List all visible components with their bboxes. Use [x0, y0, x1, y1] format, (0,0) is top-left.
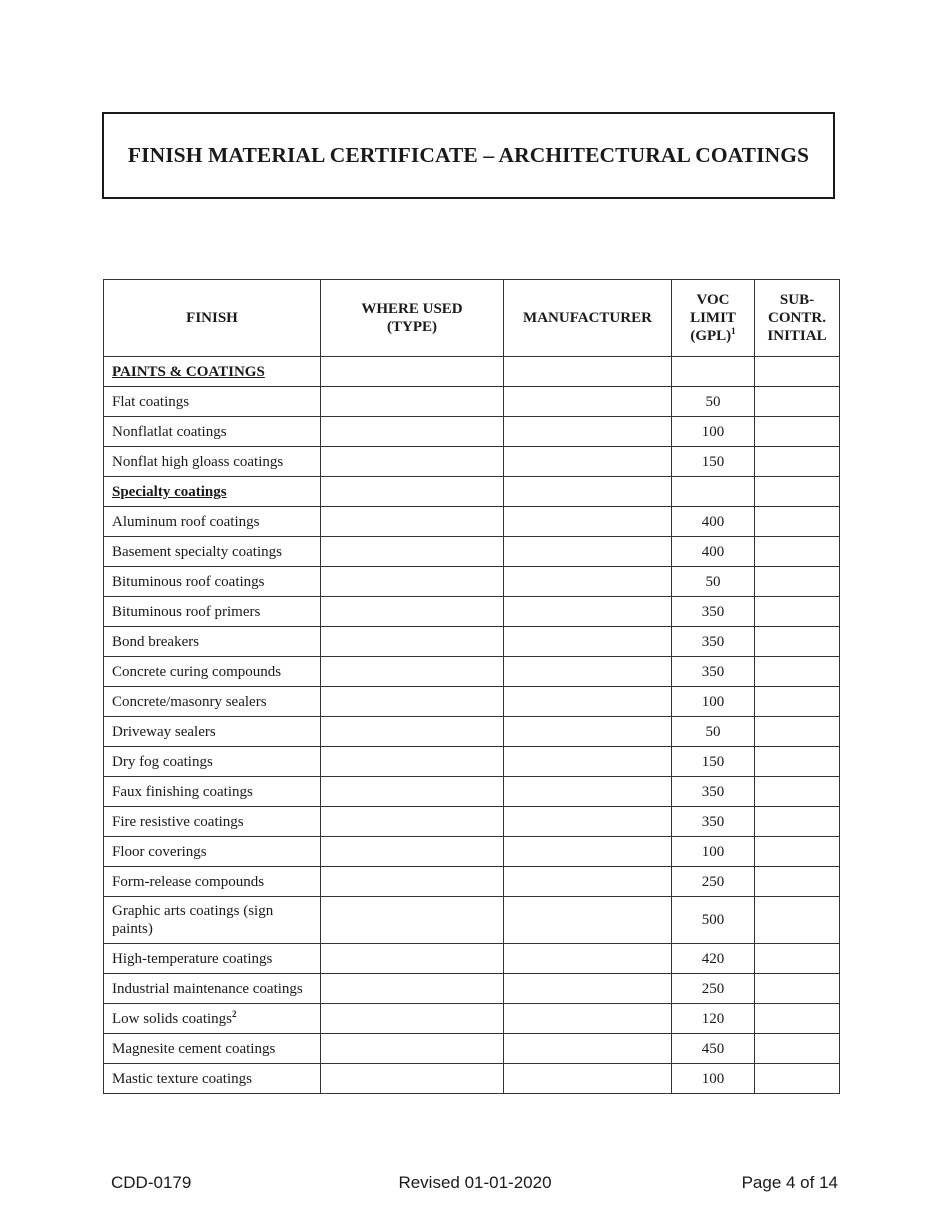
table-row: [104, 507, 840, 537]
voc-limit-cell: 400: [672, 507, 755, 537]
manufacturer-cell[interactable]: [504, 777, 672, 807]
manufacturer-cell[interactable]: [504, 1004, 672, 1034]
voc-limit-cell: 350: [672, 627, 755, 657]
finish-cell: [104, 627, 321, 657]
finish-cell: [104, 387, 321, 417]
voc-limit-cell: 350: [672, 597, 755, 627]
finish-cell: [104, 837, 321, 867]
where-used-cell[interactable]: [321, 477, 504, 507]
voc-footnote-marker: 1: [731, 326, 736, 336]
sub-contr-initial-cell[interactable]: [755, 537, 840, 567]
sub-contr-initial-cell[interactable]: [755, 837, 840, 867]
manufacturer-cell[interactable]: [504, 944, 672, 974]
table-row: [104, 657, 840, 687]
table-row: [104, 747, 840, 777]
sub-contr-initial-cell[interactable]: [755, 597, 840, 627]
finish-label: Bond breakers: [112, 633, 200, 650]
where-used-cell[interactable]: [321, 867, 504, 897]
voc-limit-cell: 350: [672, 807, 755, 837]
voc-limit-cell: 350: [672, 777, 755, 807]
finish-label: Dry fog coatings: [112, 753, 213, 770]
sub-contr-initial-cell[interactable]: [755, 447, 840, 477]
finish-label: Industrial maintenance coatings: [112, 980, 303, 997]
sub-contr-initial-cell[interactable]: [755, 867, 840, 897]
sub-contr-initial-cell[interactable]: [755, 944, 840, 974]
sub-contr-initial-cell[interactable]: [755, 1004, 840, 1034]
header-row: [104, 280, 840, 357]
finish-label: Mastic texture coatings: [112, 1070, 252, 1087]
manufacturer-cell[interactable]: [504, 357, 672, 387]
sub-contr-initial-cell[interactable]: [755, 974, 840, 1004]
manufacturer-cell[interactable]: [504, 897, 672, 944]
voc-limit-cell: 400: [672, 537, 755, 567]
finish-label: Floor coverings: [112, 843, 207, 860]
where-used-cell[interactable]: [321, 357, 504, 387]
table-row: [104, 1004, 840, 1034]
voc-limit-cell: [672, 477, 755, 507]
manufacturer-cell[interactable]: [504, 807, 672, 837]
table-row: [104, 1064, 840, 1094]
table-row: [104, 974, 840, 1004]
header-where-used: WHERE USED (TYPE): [321, 280, 504, 357]
voc-limit-cell: 50: [672, 567, 755, 597]
finish-cell: [104, 447, 321, 477]
finish-label: Fire resistive coatings: [112, 813, 244, 830]
voc-limit-cell: 150: [672, 447, 755, 477]
revised-date: Revised 01-01-2020: [398, 1173, 552, 1192]
voc-limit-cell: 150: [672, 747, 755, 777]
table-row: [104, 807, 840, 837]
voc-limit-cell: 420: [672, 944, 755, 974]
finish-label: Concrete/masonry sealers: [112, 693, 267, 710]
finish-cell: [104, 477, 321, 507]
where-used-cell[interactable]: [321, 944, 504, 974]
where-used-cell[interactable]: [321, 537, 504, 567]
table-row: [104, 417, 840, 447]
document-title: FINISH MATERIAL CERTIFICATE – ARCHITECTURAL COATINGS: [127, 143, 810, 167]
where-used-cell[interactable]: [321, 1034, 504, 1064]
finish-cell: [104, 537, 321, 567]
sub-contr-initial-cell[interactable]: [755, 417, 840, 447]
where-used-cell[interactable]: [321, 417, 504, 447]
sub-contr-initial-cell[interactable]: [755, 477, 840, 507]
sub-contr-initial-cell[interactable]: [755, 357, 840, 387]
finish-label: Magnesite cement coatings: [112, 1040, 276, 1057]
table-row: [104, 387, 840, 417]
sub-contr-initial-cell[interactable]: [755, 747, 840, 777]
where-used-cell[interactable]: [321, 837, 504, 867]
manufacturer-cell[interactable]: [504, 627, 672, 657]
finish-cell: [104, 1034, 321, 1064]
finish-label: Low solids coatings: [112, 1010, 232, 1027]
sub-contr-initial-cell[interactable]: [755, 657, 840, 687]
finish-cell: [104, 1064, 321, 1094]
finish-cell: [104, 597, 321, 627]
voc-limit-cell: 100: [672, 687, 755, 717]
sub-contr-initial-cell[interactable]: [755, 627, 840, 657]
header-voc-limit: VOC LIMIT (GPL)$^1$: [672, 280, 755, 357]
where-used-cell[interactable]: [321, 627, 504, 657]
sub-contr-initial-cell[interactable]: [755, 717, 840, 747]
finish-cell: [104, 1004, 321, 1034]
where-used-cell[interactable]: [321, 1004, 504, 1034]
manufacturer-cell[interactable]: [504, 447, 672, 477]
voc-limit-cell: 100: [672, 417, 755, 447]
finish-cell: [104, 507, 321, 537]
where-used-cell[interactable]: [321, 974, 504, 1004]
finish-label: Basement specialty coatings: [112, 543, 282, 560]
table-row: [104, 627, 840, 657]
finish-label: Bituminous roof coatings: [112, 573, 265, 590]
finish-cell: [104, 687, 321, 717]
sub-contr-initial-cell[interactable]: [755, 387, 840, 417]
section-label: Specialty coatings: [112, 483, 227, 500]
footnote-marker: 2: [232, 1008, 237, 1019]
where-used-cell[interactable]: [321, 687, 504, 717]
header-finish: FINISH: [104, 280, 321, 357]
voc-limit-cell: 120: [672, 1004, 755, 1034]
voc-limit-cell: 50: [672, 387, 755, 417]
finish-label: Flat coatings: [112, 393, 190, 410]
manufacturer-cell[interactable]: [504, 1034, 672, 1064]
finish-label: Nonflatlat coatings: [112, 423, 227, 440]
finish-cell: [104, 567, 321, 597]
where-used-cell[interactable]: [321, 567, 504, 597]
where-used-cell[interactable]: [321, 387, 504, 417]
sub-contr-initial-cell[interactable]: [755, 567, 840, 597]
section-row: [104, 477, 840, 507]
voc-limit-cell: 250: [672, 974, 755, 1004]
finish-label: Form-release compounds: [112, 873, 265, 890]
table-row: [104, 687, 840, 717]
form-number: CDD-0179: [111, 1173, 192, 1192]
finish-cell: [104, 974, 321, 1004]
sub-contr-initial-cell[interactable]: [755, 897, 840, 944]
table-row: [104, 537, 840, 567]
where-used-cell[interactable]: [321, 597, 504, 627]
table-row: [104, 777, 840, 807]
voc-limit-cell: 450: [672, 1034, 755, 1064]
where-used-cell[interactable]: [321, 507, 504, 537]
voc-limit-cell: 350: [672, 657, 755, 687]
sub-contr-initial-cell[interactable]: [755, 507, 840, 537]
voc-limit-cell: 500: [672, 897, 755, 944]
sub-contr-initial-cell[interactable]: [755, 1064, 840, 1094]
table-row: [104, 837, 840, 867]
where-used-cell[interactable]: [321, 1064, 504, 1094]
sub-contr-initial-cell[interactable]: [755, 687, 840, 717]
table-row: [104, 447, 840, 477]
manufacturer-cell[interactable]: [504, 417, 672, 447]
header-sub-contr-initial: SUB- CONTR. INITIAL: [755, 280, 840, 357]
manufacturer-cell[interactable]: [504, 597, 672, 627]
header-manufacturer: MANUFACTURER: [504, 280, 672, 357]
sub-contr-initial-cell[interactable]: [755, 777, 840, 807]
table-row: [104, 597, 840, 627]
table-row: [104, 567, 840, 597]
where-used-cell[interactable]: [321, 777, 504, 807]
voc-limit-cell: 100: [672, 837, 755, 867]
finish-label: High-temperature coatings: [112, 950, 273, 967]
where-used-cell[interactable]: [321, 807, 504, 837]
manufacturer-cell[interactable]: [504, 837, 672, 867]
section-row: [104, 357, 840, 387]
manufacturer-cell[interactable]: [504, 747, 672, 777]
manufacturer-cell[interactable]: [504, 867, 672, 897]
section-label: PAINTS & COATINGS: [112, 363, 265, 380]
finish-cell: [104, 357, 321, 387]
sub-contr-initial-cell[interactable]: [755, 807, 840, 837]
manufacturer-cell[interactable]: [504, 387, 672, 417]
manufacturer-cell[interactable]: [504, 537, 672, 567]
finish-label: Aluminum roof coatings: [112, 513, 260, 530]
page-number: Page 4 of 14: [741, 1173, 838, 1192]
finish-cell: [104, 944, 321, 974]
where-used-cell[interactable]: [321, 657, 504, 687]
finish-cell: [104, 807, 321, 837]
finish-label: Nonflat high gloass coatings: [112, 453, 284, 470]
finish-label: Driveway sealers: [112, 723, 216, 740]
finish-label: Graphic arts coatings (sign paints): [112, 903, 274, 937]
finish-cell: [104, 897, 321, 944]
manufacturer-cell[interactable]: [504, 1064, 672, 1094]
finish-cell: [104, 867, 321, 897]
manufacturer-cell[interactable]: [504, 477, 672, 507]
finish-label: Bituminous roof primers: [112, 603, 261, 620]
finish-cell: [104, 747, 321, 777]
manufacturer-cell[interactable]: [504, 567, 672, 597]
finish-label: Concrete curing compounds: [112, 663, 282, 680]
manufacturer-cell[interactable]: [504, 974, 672, 1004]
manufacturer-cell[interactable]: [504, 687, 672, 717]
finish-cell: [104, 717, 321, 747]
sub-contr-initial-cell[interactable]: [755, 1034, 840, 1064]
voc-limit-cell: 50: [672, 717, 755, 747]
table-row: [104, 1034, 840, 1064]
voc-limit-cell: 250: [672, 867, 755, 897]
finish-cell: [104, 417, 321, 447]
finish-cell: [104, 777, 321, 807]
voc-limit-cell: [672, 357, 755, 387]
where-used-cell[interactable]: [321, 447, 504, 477]
table-row: [104, 717, 840, 747]
where-used-cell[interactable]: [321, 717, 504, 747]
manufacturer-cell[interactable]: [504, 507, 672, 537]
manufacturer-cell[interactable]: [504, 657, 672, 687]
where-used-cell[interactable]: [321, 747, 504, 777]
where-used-cell[interactable]: [321, 897, 504, 944]
table-row: [104, 944, 840, 974]
table-row: [104, 867, 840, 897]
coatings-table: [103, 279, 840, 1094]
manufacturer-cell[interactable]: [504, 717, 672, 747]
voc-limit-cell: 100: [672, 1064, 755, 1094]
finish-label: Faux finishing coatings: [112, 783, 253, 800]
title-box: [102, 112, 835, 199]
table-row: [104, 897, 840, 944]
finish-cell: [104, 657, 321, 687]
